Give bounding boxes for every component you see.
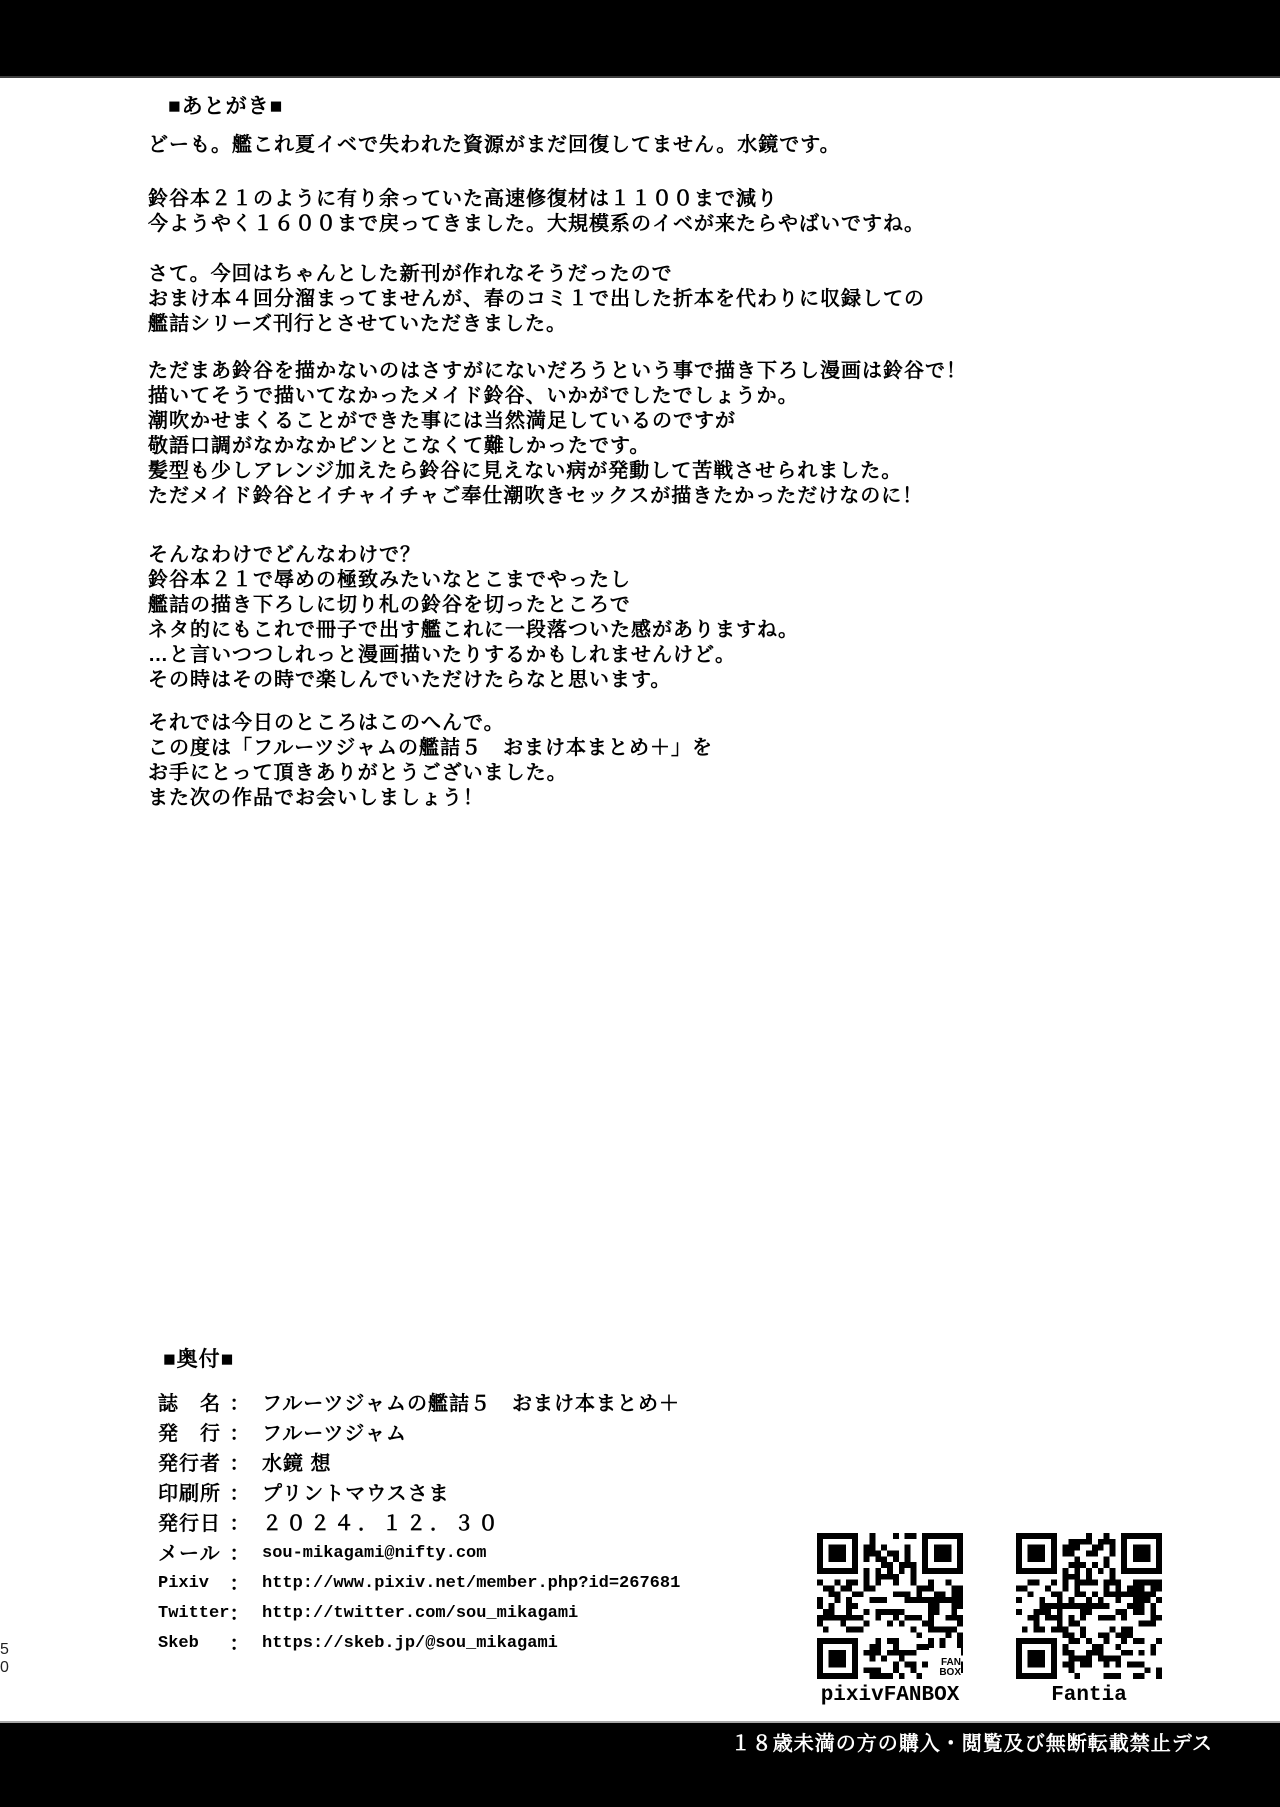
colophon-colon: ： [229, 1543, 251, 1565]
text-line: 描いてそうで描いてなかったメイド鈴谷、いかがでしたでしょうか。 [148, 385, 799, 407]
text-line: …と言いつつしれっと漫画描いたりするかもしれませんけど。 [148, 644, 736, 666]
qr-label-fantia: Fantia [1051, 1684, 1127, 1707]
colophon-value: プリントマウスさま [262, 1483, 450, 1505]
colophon-label: 発行日 [158, 1513, 221, 1535]
age-restriction-notice: １８歳未満の方の購入・閲覧及び無断転載禁止デス [730, 1733, 1213, 1755]
colophon-label: 発 行 [158, 1423, 221, 1445]
colophon-colon: ： [229, 1423, 251, 1445]
fanbox-badge-line: FAN [941, 1657, 961, 1668]
colophon-row-email [158, 1542, 680, 1572]
text-line: 潮吹かせまくることができた事には当然満足しているのですが [148, 410, 736, 432]
fanbox-badge [929, 1648, 961, 1678]
colophon-row-skeb [158, 1632, 680, 1662]
text-line: この度は「フルーツジャムの艦詰５ おまけ本まとめ＋」を [148, 737, 713, 759]
top-bar-divider [0, 76, 1280, 78]
qr-code-image [1016, 1533, 1162, 1679]
qr-code-fantia [1016, 1533, 1162, 1679]
page-number [0, 1641, 12, 1677]
colophon-row-twitter [158, 1602, 680, 1632]
page-number-digit: 0 [0, 1659, 9, 1676]
text-line: 艦詰シリーズ刊行とさせていただきました。 [148, 313, 567, 335]
colophon-row-pixiv [158, 1572, 680, 1602]
text-line: ただまあ鈴谷を描かないのはさすがにないだろうという事で描き下ろし漫画は鈴谷で！ [148, 360, 967, 382]
fanbox-badge-line: BOX [939, 1667, 961, 1678]
text-line: ネタ的にもこれで冊子で出す艦これに一段落ついた感がありますね。 [148, 619, 799, 641]
text-line: 鈴谷本２１のように有り余っていた高速修復材は１１００まで減り [148, 188, 778, 210]
colophon-value: 水鏡 想 [262, 1453, 332, 1475]
page-number-digit: 5 [0, 1641, 9, 1658]
colophon-value-twitter-url: http://twitter.com/sou_mikagami [262, 1604, 579, 1623]
colophon-value: フルーツジャムの艦詰５ おまけ本まとめ＋ [262, 1393, 680, 1415]
colophon-label: Pixiv [158, 1574, 210, 1593]
afterword-paragraph [148, 359, 967, 509]
colophon-label: 発行者 [158, 1453, 221, 1475]
colophon-table [158, 1392, 680, 1662]
afterword-paragraph [148, 711, 713, 811]
colophon-row-printer [158, 1482, 680, 1512]
text-line: 艦詰の描き下ろしに切り札の鈴谷を切ったところで [148, 594, 631, 616]
top-black-bar [0, 0, 1280, 76]
colophon-label: Skeb [158, 1634, 199, 1653]
colophon-value-pixiv-url: http://www.pixiv.net/member.php?id=267681 [262, 1574, 681, 1593]
colophon-value: フルーツジャム [262, 1423, 407, 1445]
text-line: おまけ本４回分溜まってませんが、春のコミ１で出した折本を代わりに収録しての [148, 288, 925, 310]
colophon-colon: ： [229, 1483, 251, 1505]
qr-code-pixiv-fanbox [817, 1533, 963, 1679]
text-line: 鈴谷本２１で辱めの極致みたいなとこまでやったし [148, 569, 631, 591]
afterword-paragraph [148, 133, 841, 158]
colophon-colon: ： [229, 1393, 251, 1415]
colophon-label: Twitter [158, 1604, 230, 1623]
colophon-heading: ■奥付■ [163, 1348, 235, 1371]
text-line: 髪型も少しアレンジ加えたら鈴谷に見えない病が発動して苦戦させられました。 [148, 460, 903, 482]
text-line: 今ようやく１６００まで戻ってきました。大規模系のイベが来たらやばいですね。 [148, 213, 925, 235]
text-line: そんなわけでどんなわけで？ [148, 544, 421, 566]
text-line: どーも。艦これ夏イベで失われた資源がまだ回復してません。水鏡です。 [148, 134, 841, 156]
afterword-paragraph [148, 187, 925, 237]
text-line: それでは今日のところはこのへんで。 [148, 712, 505, 734]
colophon-value-skeb-url: https://skeb.jp/@sou_mikagami [262, 1634, 558, 1653]
text-line: また次の作品でお会いしましょう！ [148, 787, 484, 809]
text-line: その時はその時で楽しんでいただけたらなと思います。 [148, 669, 672, 691]
colophon-row-title [158, 1392, 680, 1422]
text-line: ただメイド鈴谷とイチャイチャご奉仕潮吹きセックスが描きたかっただけなのに！ [148, 485, 924, 507]
text-line: さて。今回はちゃんとした新刊が作れなそうだったので [148, 263, 673, 285]
colophon-row-publish-date [158, 1512, 680, 1542]
colophon-colon: ： [229, 1573, 251, 1595]
colophon-label: 印刷所 [158, 1483, 221, 1505]
colophon-row-author [158, 1452, 680, 1482]
colophon-colon: ： [229, 1513, 251, 1535]
qr-label-pixiv-fanbox: pixivFANBOX [820, 1684, 960, 1707]
colophon-colon: ： [229, 1603, 251, 1625]
colophon-colon: ： [229, 1453, 251, 1475]
afterword-heading: ■あとがき■ [168, 95, 284, 118]
colophon-label: メール [158, 1543, 221, 1565]
text-line: お手にとって頂きありがとうございました。 [148, 762, 568, 784]
colophon-row-publisher-circle [158, 1422, 680, 1452]
colophon-value: ２０２４．１２．３０ [262, 1513, 502, 1535]
afterword-paragraph [148, 543, 799, 693]
afterword-paragraph [148, 262, 925, 337]
colophon-value-email: sou-mikagami@nifty.com [262, 1544, 487, 1563]
colophon-colon: ： [229, 1633, 251, 1655]
text-line: 敬語口調がなかなかピンとこなくて難しかったです。 [148, 435, 651, 457]
colophon-label: 誌 名 [158, 1393, 221, 1415]
